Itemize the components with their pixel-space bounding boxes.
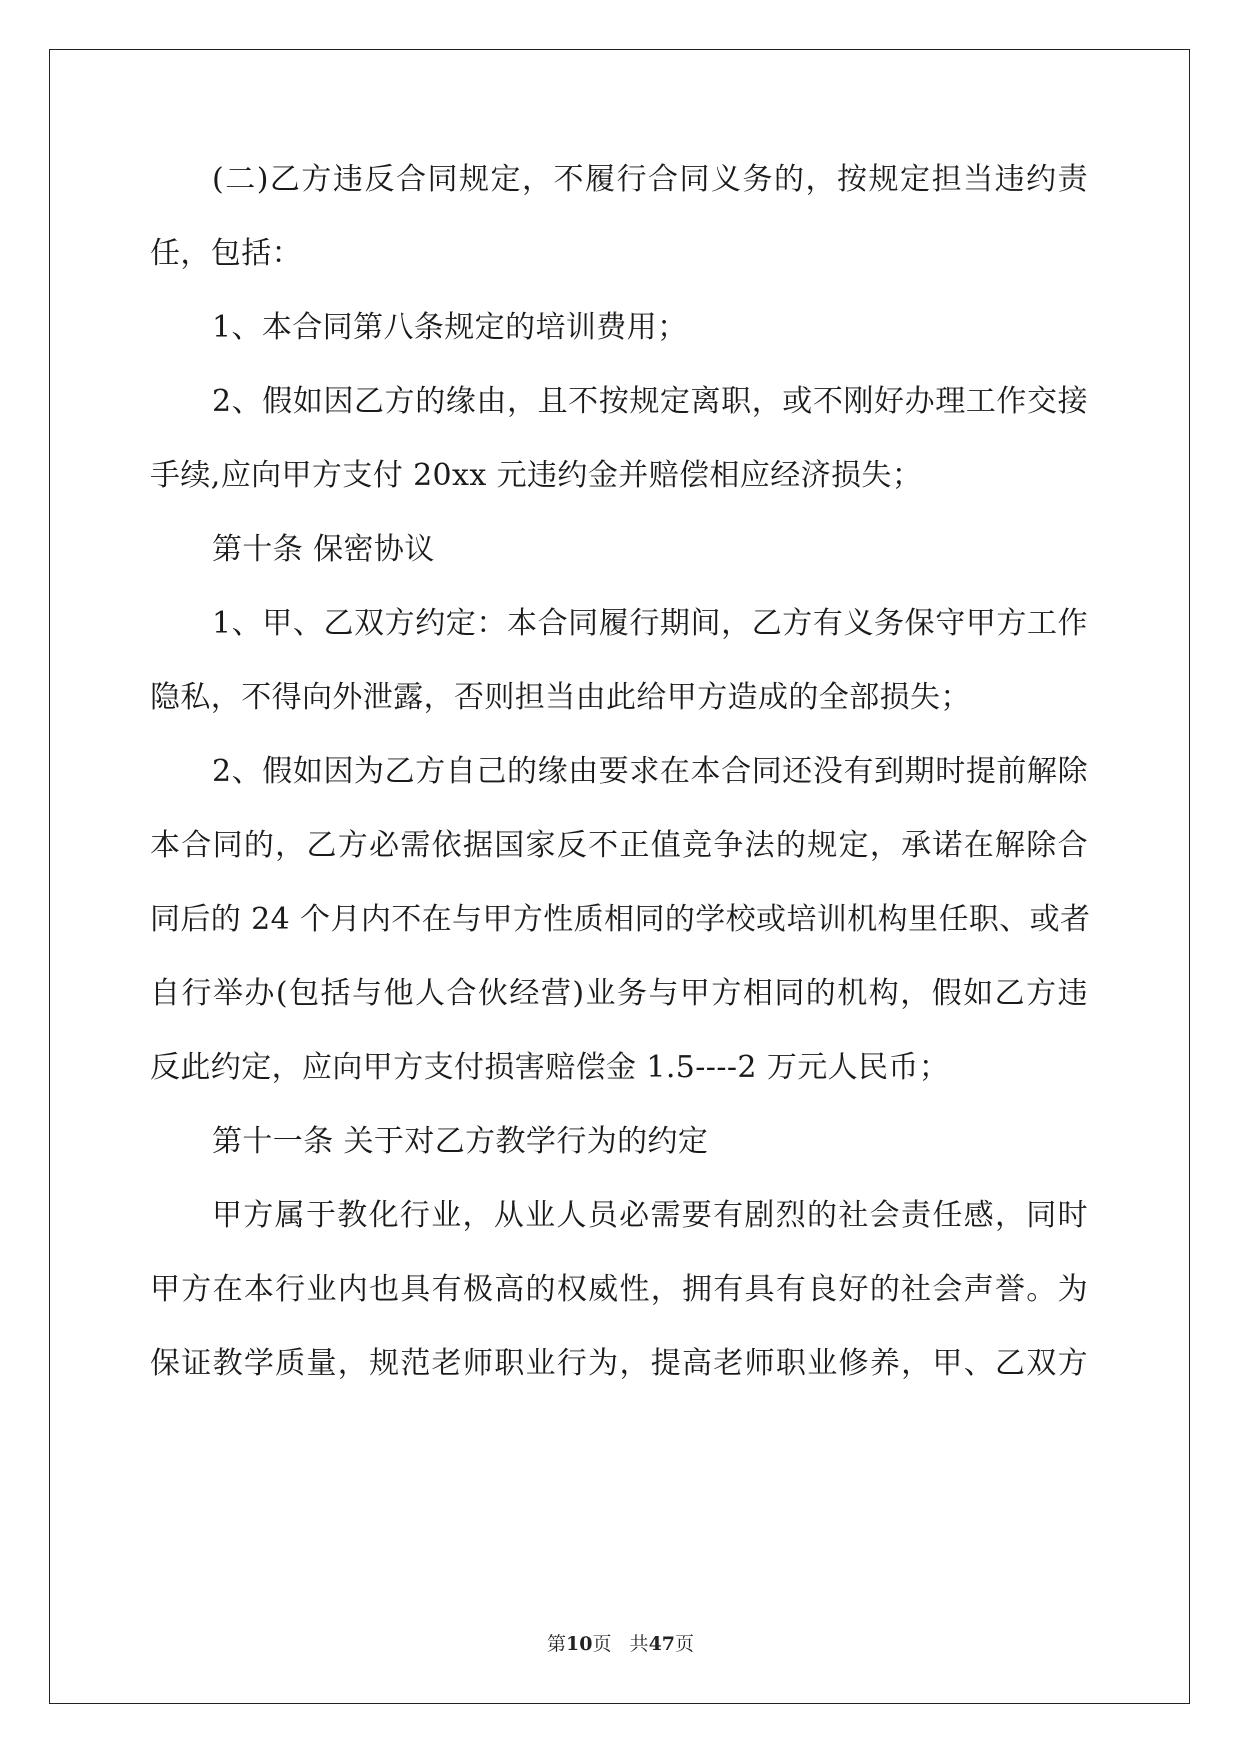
text-line: 手续,应向甲方支付 20xx 元违约金并赔偿相应经济损失；	[150, 458, 923, 493]
text-line: 2、假如因乙方的缘由，且不按规定离职，或不刚好办理工作交接	[212, 384, 1088, 419]
page-footer	[0, 1632, 1241, 1656]
text-line: 保证教学质量，规范老师职业行为，提高老师职业修养，甲、乙双方	[150, 1346, 1088, 1381]
text-line: 隐私，不得向外泄露，否则担当由此给甲方造成的全部损失；	[150, 680, 971, 715]
footer-middle: 页 共	[592, 1633, 649, 1655]
text-line: 2、假如因为乙方自己的缘由要求在本合同还没有到期时提前解除	[212, 754, 1088, 789]
text-line: 1、本合同第八条规定的培训费用；	[212, 310, 688, 345]
text-line: 1、甲、乙双方约定：本合同履行期间，乙方有义务保守甲方工作	[212, 606, 1088, 641]
text-line: 甲方在本行业内也具有极高的权威性，拥有具有良好的社会声誉。为	[150, 1272, 1088, 1307]
text-line: 任，包括：	[150, 236, 302, 271]
footer-prefix: 第	[546, 1633, 566, 1655]
text-line: 自行举办(包括与他人合伙经营)业务与甲方相同的机构，假如乙方违	[150, 976, 1088, 1011]
text-line: 本合同的，乙方必需依据国家反不正值竞争法的规定，承诺在解除合	[150, 828, 1088, 863]
text-line: 同后的 24 个月内不在与甲方性质相同的学校或培训机构里任职、或者	[150, 902, 1091, 937]
current-page-number: 10	[565, 1633, 593, 1655]
text-line: 甲方属于教化行业，从业人员必需要有剧烈的社会责任感，同时	[212, 1198, 1088, 1233]
footer-suffix: 页	[675, 1633, 695, 1655]
page-border	[49, 49, 1190, 1704]
text-line: (二)乙方违反合同规定，不履行合同义务的，按规定担当违约责	[212, 162, 1088, 197]
total-page-number: 47	[648, 1633, 676, 1655]
text-line: 第十一条 关于对乙方教学行为的约定	[212, 1124, 709, 1159]
text-line: 第十条 保密协议	[212, 532, 435, 567]
text-line: 反此约定，应向甲方支付损害赔偿金 1.5----2 万元人民币；	[150, 1050, 950, 1085]
